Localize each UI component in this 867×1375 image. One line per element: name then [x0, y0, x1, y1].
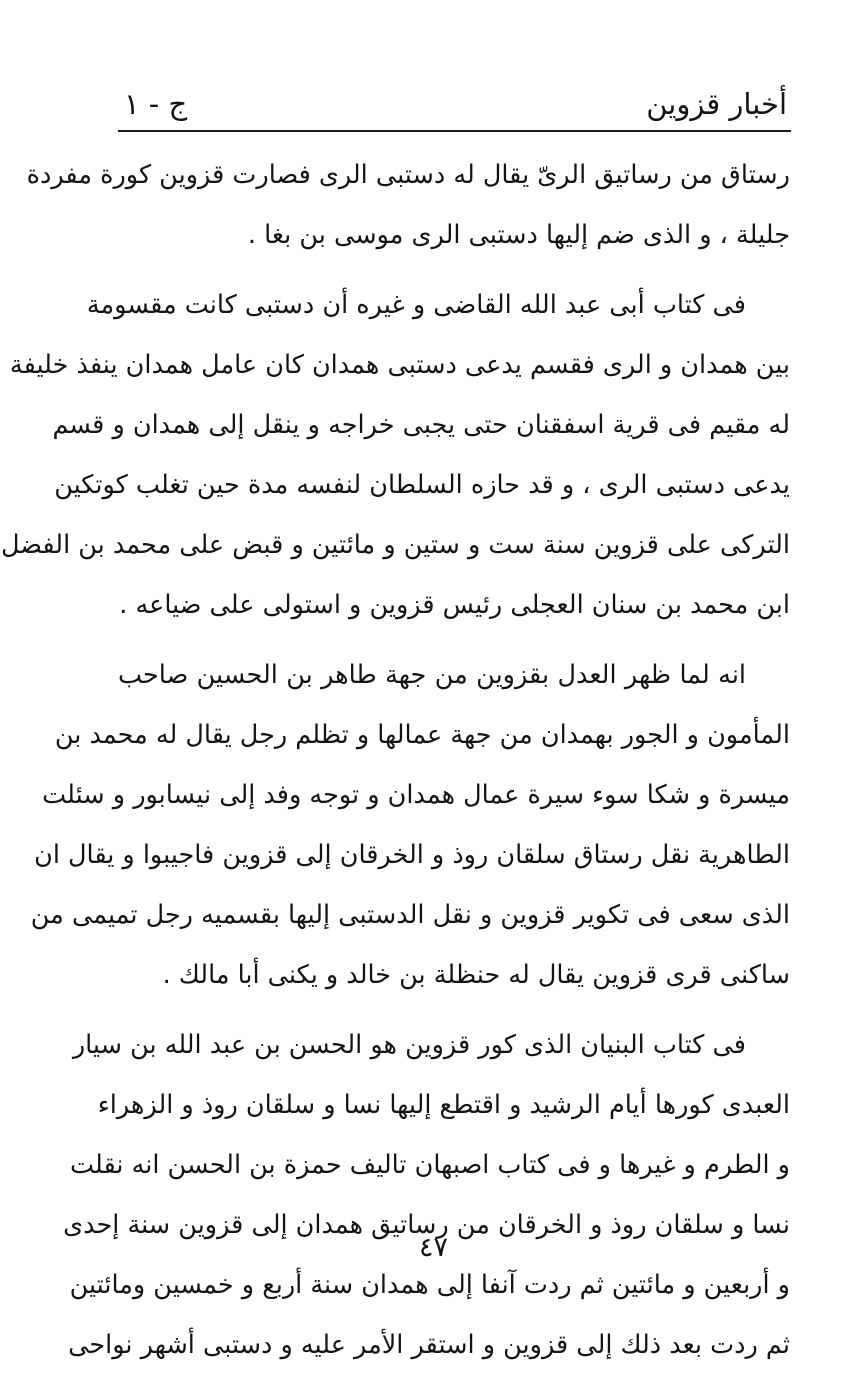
text-line: انه لما ظهر العدل بقزوين من جهة طاهر بن الحسين صاحب	[118, 660, 746, 690]
paragraph-4	[63, 1015, 790, 1375]
text-line: التركى على قزوين سنة ست و ستين و مائتين و قبض على محمد بن الفضل	[0, 530, 790, 560]
volume-label: ج - ١	[124, 87, 188, 121]
text-line: و أربعين و مائتين ثم ردت آنفا إلى همدان سنة أربع و خمسين ومائتين	[69, 1270, 790, 1300]
running-header	[118, 82, 791, 128]
text-line: فى كتاب البنيان الذى كور قزوين هو الحسن بن عبد الله بن سيار	[72, 1030, 746, 1060]
text-line: و الطرم و غيرها و فى كتاب اصبهان تاليف حمزة بن الحسن انه نقلت	[70, 1150, 790, 1180]
text-line: ميسرة و شكا سوء سيرة عمال همدان و توجه وفد إلى نيسابور و سئلت	[42, 780, 790, 810]
text-line: ثم ردت بعد ذلك إلى قزوين و استقر الأمر عليه و دستبى أشهر نواحى	[68, 1330, 790, 1360]
paragraph-gap	[118, 635, 790, 645]
running-title: أخبار قزوين	[646, 87, 787, 121]
text-line: رستاق من رساتيق الرىّ يقال له دستبى الرى فصارت قزوين كورة مفردة	[26, 160, 790, 190]
text-line: المأمون و الجور بهمدان من جهة عمالها و تظلم رجل يقال له محمد بن	[54, 720, 790, 750]
paragraph-gap	[118, 1005, 790, 1015]
text-line: يدعى دستبى الرى ، و قد حازه السلطان لنفسه مدة حين تغلب كوتكين	[54, 470, 790, 500]
page-body	[0, 145, 790, 1375]
paragraph-2	[0, 275, 790, 635]
text-line: بين همدان و الرى فقسم يدعى دستبى همدان كان عامل همدان ينفذ خليفة	[9, 350, 790, 380]
text-line: الذى سعى فى تكوير قزوين و نقل الدستبى إليها بقسميه رجل تميمى من	[30, 900, 790, 930]
page-number: ٤٧	[418, 1232, 448, 1263]
paragraph-1	[26, 145, 790, 265]
text-line: ساكنى قرى قزوين يقال له حنظلة بن خالد و يكنى أبا مالك .	[162, 960, 790, 990]
text-line: له مقيم فى قرية اسفقنان حتى يجبى خراجه و ينقل إلى همدان و قسم	[52, 410, 790, 440]
text-line: جليلة ، و الذى ضم إليها دستبى الرى موسى بن بغا .	[247, 220, 790, 250]
text-line: ابن محمد بن سنان العجلى رئيس قزوين و استولى على ضياعه .	[119, 590, 790, 620]
text-line: العبدى كورها أيام الرشيد و اقتطع إليها نسا و سلقان روذ و الزهراء	[97, 1090, 790, 1120]
header-rule	[118, 130, 791, 132]
text-line: نسا و سلقان روذ و الخرقان من رساتيق همدان إلى قزوين سنة إحدى	[63, 1210, 790, 1240]
text-line: الطاهرية نقل رستاق سلقان روذ و الخرقان إلى قزوين فاجيبوا و يقال ان	[34, 840, 790, 870]
text-line: فى كتاب أبى عبد الله القاضى و غيره أن دستبى كانت مقسومة	[86, 290, 746, 320]
paragraph-gap	[118, 265, 790, 275]
paragraph-3	[30, 645, 790, 1005]
